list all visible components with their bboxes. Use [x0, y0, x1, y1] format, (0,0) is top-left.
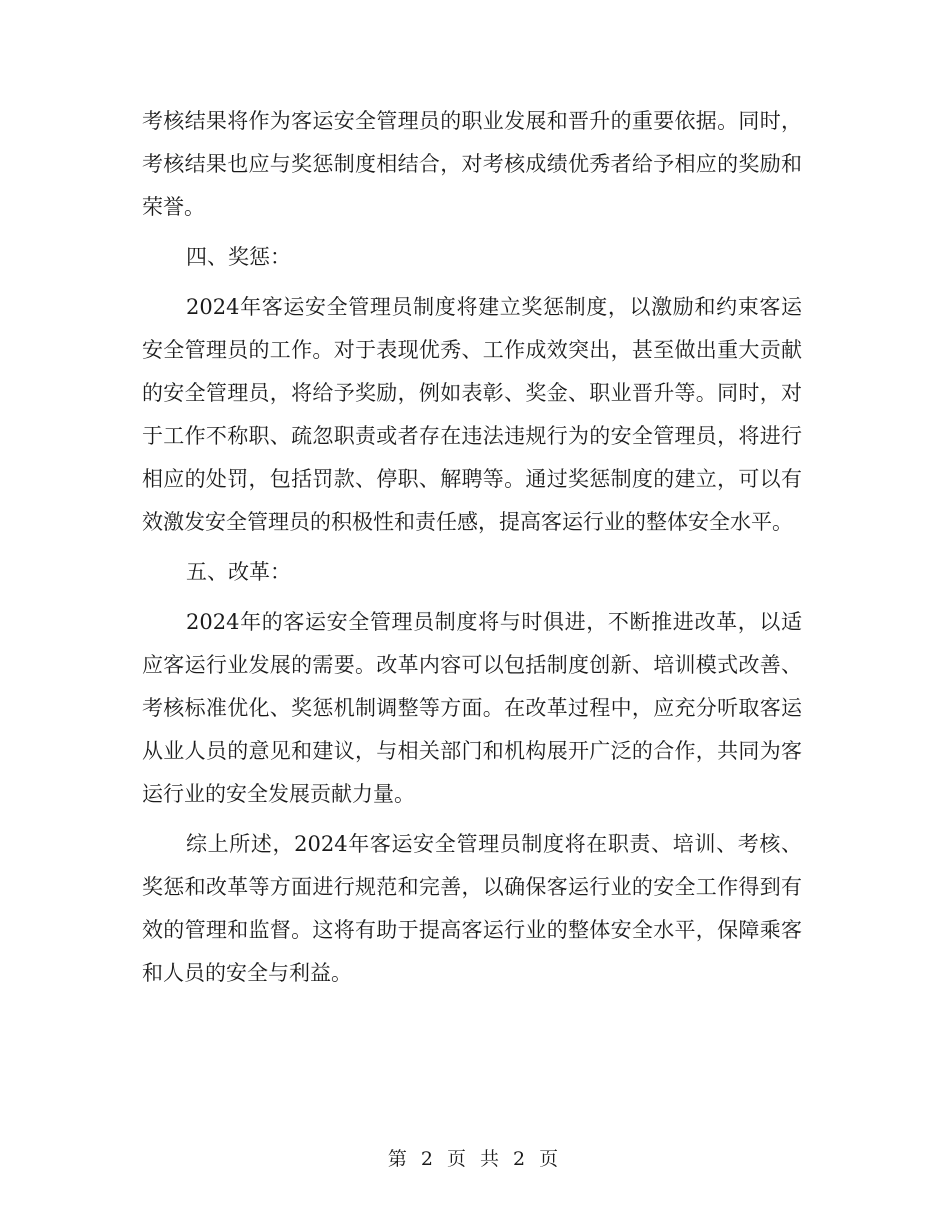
paragraph-assessment-results: 考核结果将作为客运安全管理员的职业发展和晋升的重要依据。同时，考核结果也应与奖惩制度相结合，对考核成绩优秀者给予相应的奖励和荣誉。	[142, 109, 802, 219]
heading-reform: 五、改革：	[186, 560, 291, 584]
paragraph-rewards-penalties: 2024年客运安全管理员制度将建立奖惩制度，以激励和约束客运安全管理员的工作。对于表现优秀、工作成效突出，甚至做出重大贡献的安全管理员，将给予奖励，例如表彰、奖金、职业晋升等。同时，对于工作不称职、疏忽职责或者存在违法违规行为的安全管理员，将进行相应的处罚，包括罚款、停职、解聘等。通过奖惩制度的建立，可以有效激发安全管理员的积极性和责任感，提高客运行业的整体安全水平。	[142, 295, 802, 534]
document-body	[142, 100, 802, 1002]
paragraph-reform: 2024年的客运安全管理员制度将与时俱进，不断推进改革，以适应客运行业发展的需要。改革内容可以包括制度创新、培训模式改善、考核标准优化、奖惩机制调整等方面。在改革过程中，应充分听取客运从业人员的意见和建议，与相关部门和机构展开广泛的合作，共同为客运行业的安全发展贡献力量。	[142, 610, 802, 806]
page-number-footer: 第 2 页 共 2 页	[387, 1148, 563, 1170]
heading-rewards-penalties: 四、奖惩：	[186, 245, 291, 269]
paragraph-summary: 综上所述，2024年客运安全管理员制度将在职责、培训、考核、奖惩和改革等方面进行规范和完善，以确保客运行业的安全工作得到有效的管理和监督。这将有助于提高客运行业的整体安全水平，保障乘客和人员的安全与利益。	[142, 832, 802, 985]
